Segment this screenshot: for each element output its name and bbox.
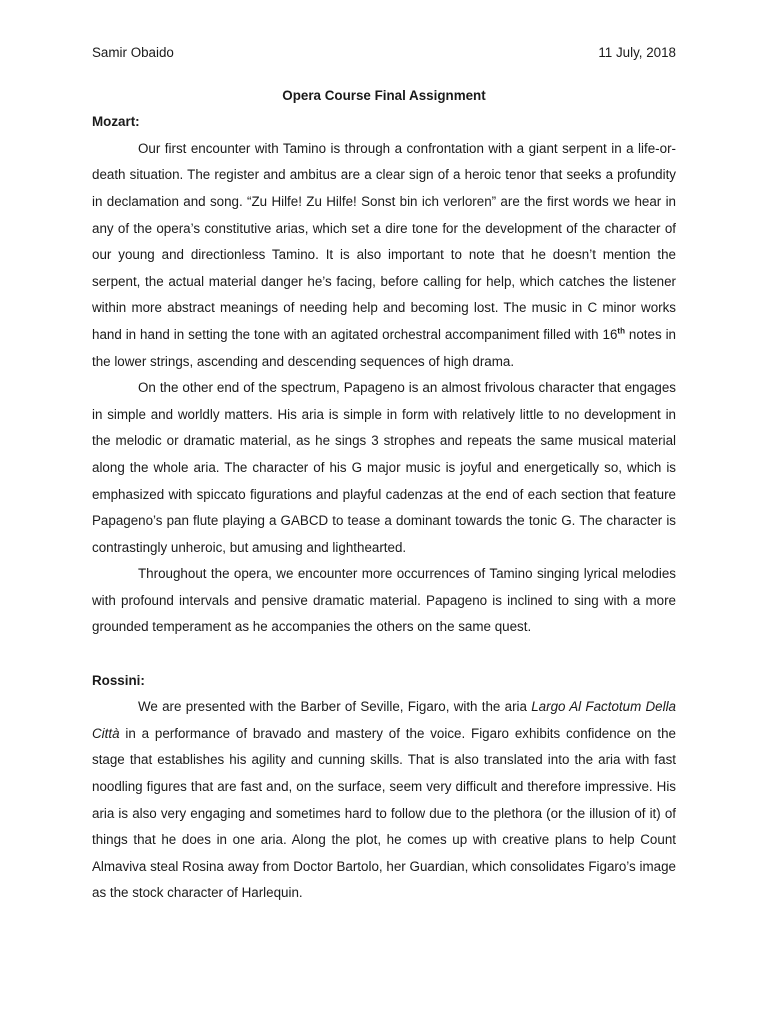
aria-title: Largo Al Factotum Della Città xyxy=(92,699,676,741)
paragraph-papageno: On the other end of the spectrum, Papageno is an almost frivolous character that engages in simple and worldly matters. His aria is simple in form with relatively little to no development in the melodic or dramatic material, as he sings 3 strophes and repeats the same musical material along the whole aria. The character of his G major music is joyful and energetically so, which is emphasized with spiccato figurations and playful cadenzas at the end of each section that feature Papageno’s pan flute playing a GABCD to tease a dominant towards the tonic G. The character is contrastingly unheroic, but amusing and lighthearted. xyxy=(92,380,676,555)
author-name: Samir Obaido xyxy=(92,45,174,60)
paragraph-text: We are presented with the Barber of Seville, Figaro, with the aria xyxy=(138,699,532,715)
paragraph-text: in a performance of bravado and mastery of the voice. Figaro exhibits confidence on the stage that establishes his agility and cunning skills. That is also translated into the aria with fast noodling figures that are fast and, on the surface, seem very difficult and therefore impressive. His aria is also very engaging and sometimes hard to follow due to the plethora (or the illusion of it) of things that he does in one aria. Along the plot, he comes up with creative plans to help Count Almaviva steal Rosina away from Doctor Bartolo, her Guardian, which consolidates Figaro’s image as the stock character of Harlequin. xyxy=(92,725,676,901)
paragraph-comparison: Throughout the opera, we encounter more occurrences of Tamino singing lyrical melodies with profound intervals and pensive dramatic material. Papageno is inclined to sing with a more grounded temperament as he accompanies the others on the same quest. xyxy=(92,566,676,635)
document-date: 11 July, 2018 xyxy=(598,45,676,60)
document-title: Opera Course Final Assignment xyxy=(282,87,486,103)
paragraph-text: notes in the lower strings, ascending and descending sequences of high drama. xyxy=(92,326,676,369)
section-heading-mozart: Mozart: xyxy=(92,114,140,130)
section-heading-rossini: Rossini: xyxy=(92,672,145,688)
paragraph-tamino xyxy=(92,136,676,375)
paragraph-figaro xyxy=(92,694,676,907)
superscript-ordinal: th xyxy=(617,326,625,336)
section-spacer xyxy=(92,641,676,668)
document-page xyxy=(92,40,676,907)
paragraph-text: Our first encounter with Tamino is through a confrontation with a giant serpent in a life-or-death situation. The register and ambitus are a clear sign of a heroic tenor that seeks a profundity in declamation and song. “Zu Hilfe! Zu Hilfe! Sonst bin ich verloren” are the first words we hear in any of the opera’s constitutive arias, which set a dire tone for the development of the character of our young and directionless Tamino. It is also important to note that he doesn’t mention the serpent, the actual material danger he’s facing, before calling for help, which catches the listener within more abstract meanings of needing help and becoming lost. The music in C minor works hand in hand in setting the tone with an agitated orchestral accompaniment filled with 16 xyxy=(92,140,676,342)
page-header xyxy=(92,40,676,67)
